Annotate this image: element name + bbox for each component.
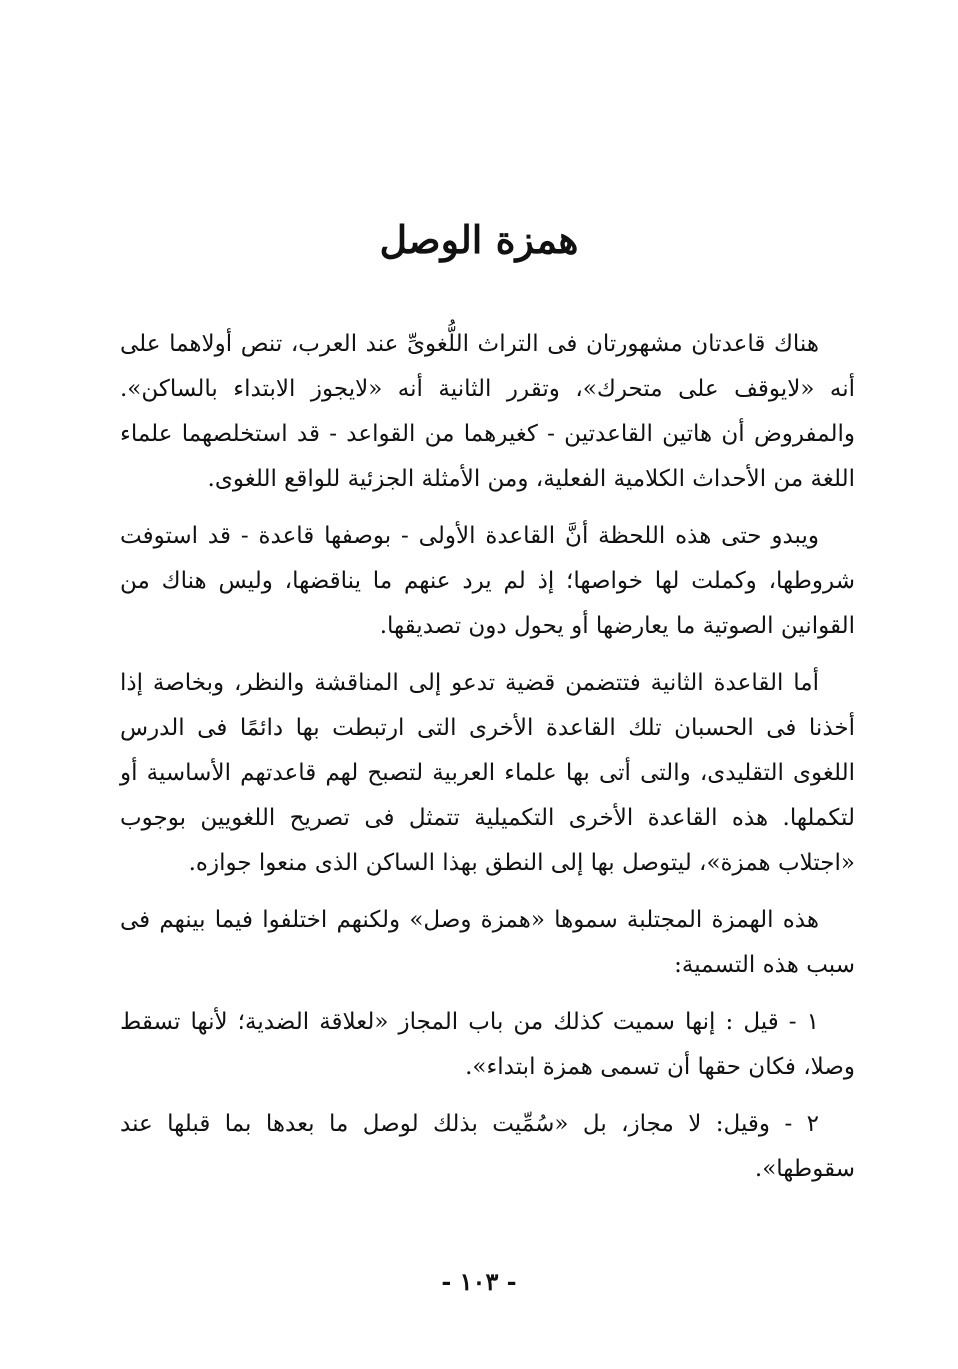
paragraph-second-rule: أما القاعدة الثانية فتتضمن قضية تدعو إلى المناقشة والنظر، وبخاصة إذا أخذنا فى الحسبان تلك القاعدة الأخرى التى ارتبطت بها دائمًا فى الدرس اللغوى التقليدى، والتى أتى بها علماء العربية لتصبح لهم قاعدتهم الأساسية أو لتكملها. هذه القاعدة الأخرى التكميلية تتمثل فى تصريح اللغويين بوجوب «اجتلاب همزة»، ليتوصل بها إلى النطق بهذا الساكن الذى منعوا جوازه. — [120, 670, 855, 876]
paragraph-naming: هذه الهمزة المجتلبة سموها «همزة وصل» ولكنهم اختلفوا فيما بينهم فى سبب هذه التسمية: — [120, 907, 855, 978]
list-item-2: ٢ - وقيل: لا مجاز، بل «سُمِّيت بذلك لوصل ما بعدها بما قبلها عند سقوطها». — [120, 1111, 855, 1182]
list-item-1: ١ - قيل : إنها سميت كذلك من باب المجاز «لعلاقة الضدية؛ لأنها تسقط وصلا، فكان حقها أن تسمى همزة ابتداء». — [120, 1009, 855, 1080]
body-text — [120, 322, 855, 1204]
paragraph-intro: هناك قاعدتان مشهورتان فى التراث اللُّغوىِّ عند العرب، تنص أولاهما على أنه «لايوقف على متحرك»، وتقرر الثانية أنه «لايجوز الابتداء بالساكن». والمفروض أن هاتين القاعدتين - كغيرهما من القواعد - قد استخلصهما علماء اللغة من الأحداث الكلامية الفعلية، ومن الأمثلة الجزئية للواقع اللغوى. — [120, 331, 855, 492]
paragraph-first-rule: ويبدو حتى هذه اللحظة أنَّ القاعدة الأولى - بوصفها قاعدة - قد استوفت شروطها، وكملت لها خواصها؛ إذ لم يرد عنهم ما يناقضها، وليس هناك من القوانين الصوتية ما يعارضها أو يحول دون تصديقها. — [120, 523, 855, 639]
page-title: همزة الوصل — [379, 217, 579, 262]
page-number: - ١٠٣ - — [441, 1267, 517, 1296]
